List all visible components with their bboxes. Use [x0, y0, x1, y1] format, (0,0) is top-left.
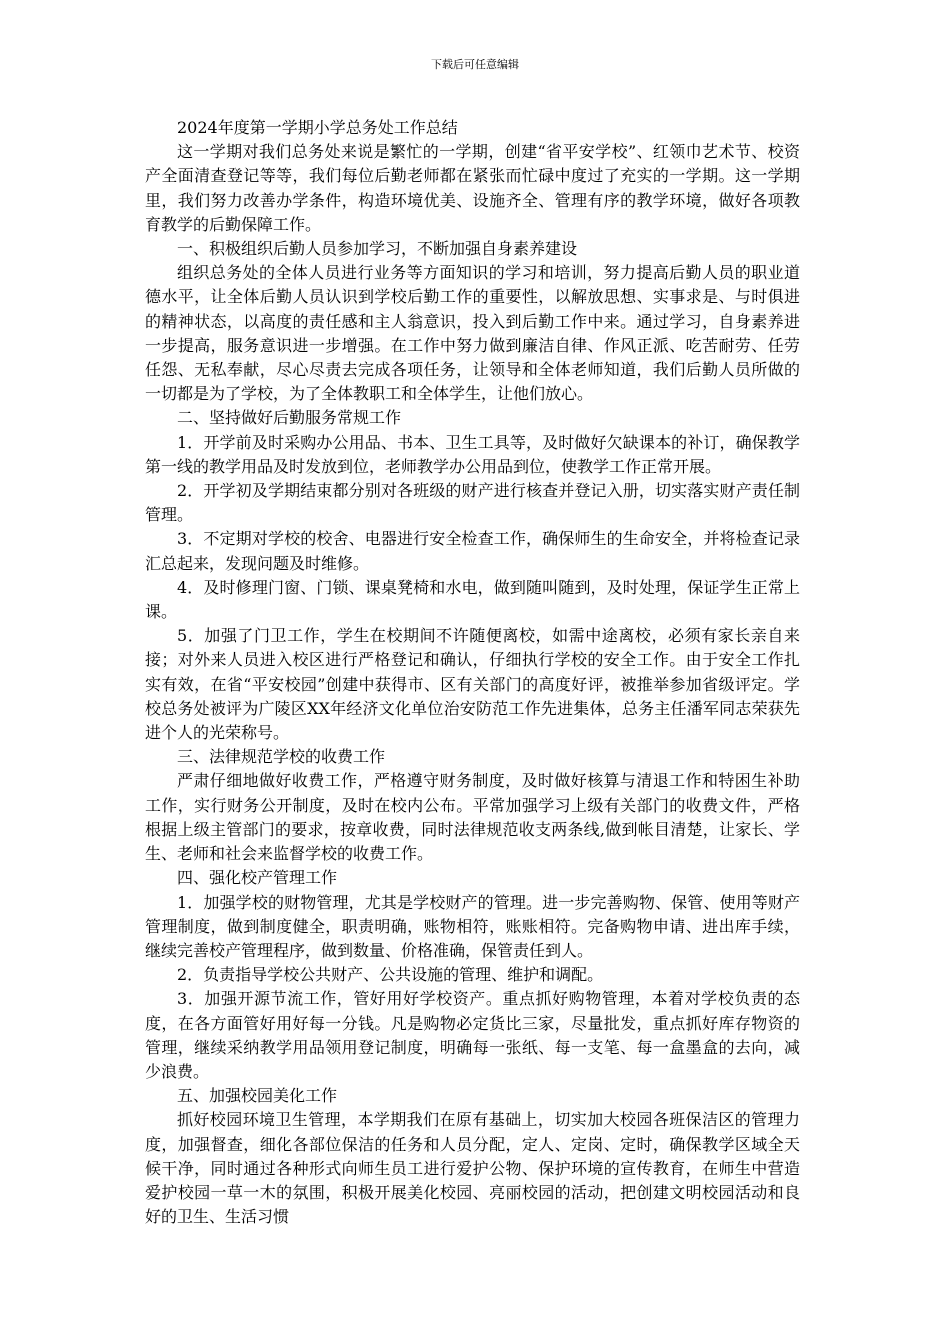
- list-item: 3．加强开源节流工作，管好用好学校资产。重点抓好购物管理，本着对学校负责的态度，在各方面管好用好每一分钱。凡是购物必定货比三家，尽量批发，重点抓好库存物资的管理，继续采纳教学用品领用登记制度，明确每一张纸、每一支笔、每一盒墨盒的去向，减少浪费。: [145, 989, 800, 1081]
- list-item: 5．加强了门卫工作，学生在校期间不许随便离校，如需中途离校，必须有家长亲自来接；对外来人员进入校区进行严格登记和确认，仔细执行学校的安全工作。由于安全工作扎实有效，在省“平安校园”创建中获得市、区有关部门的高度好评，被推举参加省级评定。学校总务处被评为广陵区XX年经济文化单位治安防范工作先进集体，总务主任潘军同志荣获先进个人的光荣称号。: [145, 626, 800, 743]
- list-item: 3．不定期对学校的校舍、电器进行安全检查工作，确保师生的生命安全，并将检查记录汇总起来，发现问题及时维修。: [145, 529, 800, 573]
- paragraph: 严肃仔细地做好收费工作，严格遵守财务制度，及时做好核算与清退工作和特困生补助工作，实行财务公开制度，及时在校内公布。平常加强学习上级有关部门的收费文件，严格根据上级主管部门的要求，按章收费，同时法律规范收支两条线,做到帐目清楚，让家长、学生、老师和社会来监督学校的收费工作。: [145, 771, 800, 864]
- list-item: 2．开学初及学期结束都分别对各班级的财产进行核查并登记入册，切实落实财产责任制管理。: [145, 481, 800, 525]
- intro-paragraph: 这一学期对我们总务处来说是繁忙的一学期，创建“省平安学校”、红领巾艺术节、校资产全面清查登记等等，我们每位后勤老师都在紧张而忙碌中度过了充实的一学期。这一学期里，我们努力改善办学条件，构造环境优美、设施齐全、管理有序的教学环境，做好各项教育教学的后勤保障工作。: [145, 142, 800, 234]
- list-item: 4．及时修理门窗、门锁、课桌凳椅和水电，做到随叫随到，及时处理，保证学生正常上课。: [145, 577, 800, 622]
- section-heading: 二、坚持做好后勤服务常规工作: [177, 408, 402, 428]
- section-heading: 三、法律规范学校的收费工作: [177, 747, 386, 767]
- paragraph: 抓好校园环境卫生管理，本学期我们在原有基础上，切实加大校园各班保洁区的管理力度，加强督查，细化各部位保洁的任务和人员分配，定人、定岗、定时，确保教学区域全天候干净，同时通过各种形式向师生员工进行爱护公物、保护环境的宣传教育，在师生中营造爱护校园一草一木的氛围，积极开展美化校园、亮丽校园的活动，把创建文明校园活动和良好的卫生、生活习惯: [145, 1110, 800, 1227]
- section-heading: 五、加强校园美化工作: [177, 1086, 338, 1106]
- paragraph: 组织总务处的全体人员进行业务等方面知识的学习和培训，努力提高后勤人员的职业道德水平，让全体后勤人员认识到学校后勤工作的重要性，以解放思想、实事求是、与时俱进的精神状态，以高度的责任感和主人翁意识，投入到后勤工作中来。通过学习，自身素养进一步提高，服务意识进一步增强。在工作中努力做到廉洁自律、作风正派、吃苦耐劳、任劳任怨、无私奉献，尽心尽责去完成各项任务，让领导和全体老师知道，我们后勤人员所做的一切都是为了学校，为了全体教职工和全体学生，让他们放心。: [145, 263, 800, 404]
- section-heading: 一、积极组织后勤人员参加学习，不断加强自身素养建设: [177, 239, 578, 259]
- list-item: 1．开学前及时采购办公用品、书本、卫生工具等，及时做好欠缺课本的补订，确保教学第一线的教学用品及时发放到位，老师教学办公用品到位，使教学工作正常开展。: [145, 432, 800, 476]
- header-note: 下载后可任意编辑: [431, 58, 519, 71]
- document-body: [145, 116, 800, 1229]
- list-item: 2．负责指导学校公共财产、公共设施的管理、维护和调配。: [177, 965, 604, 985]
- document-title: 2024年度第一学期小学总务处工作总结: [177, 118, 458, 137]
- section-heading: 四、强化校产管理工作: [177, 868, 338, 888]
- list-item: 1．加强学校的财物管理，尤其是学校财产的管理。进一步完善购物、保管、使用等财产管理制度，做到制度健全，职责明确，账物相符，账账相符。完备购物申请、进出库手续，继续完善校产管理程序，做到数量、价格准确，保管责任到人。: [145, 892, 800, 960]
